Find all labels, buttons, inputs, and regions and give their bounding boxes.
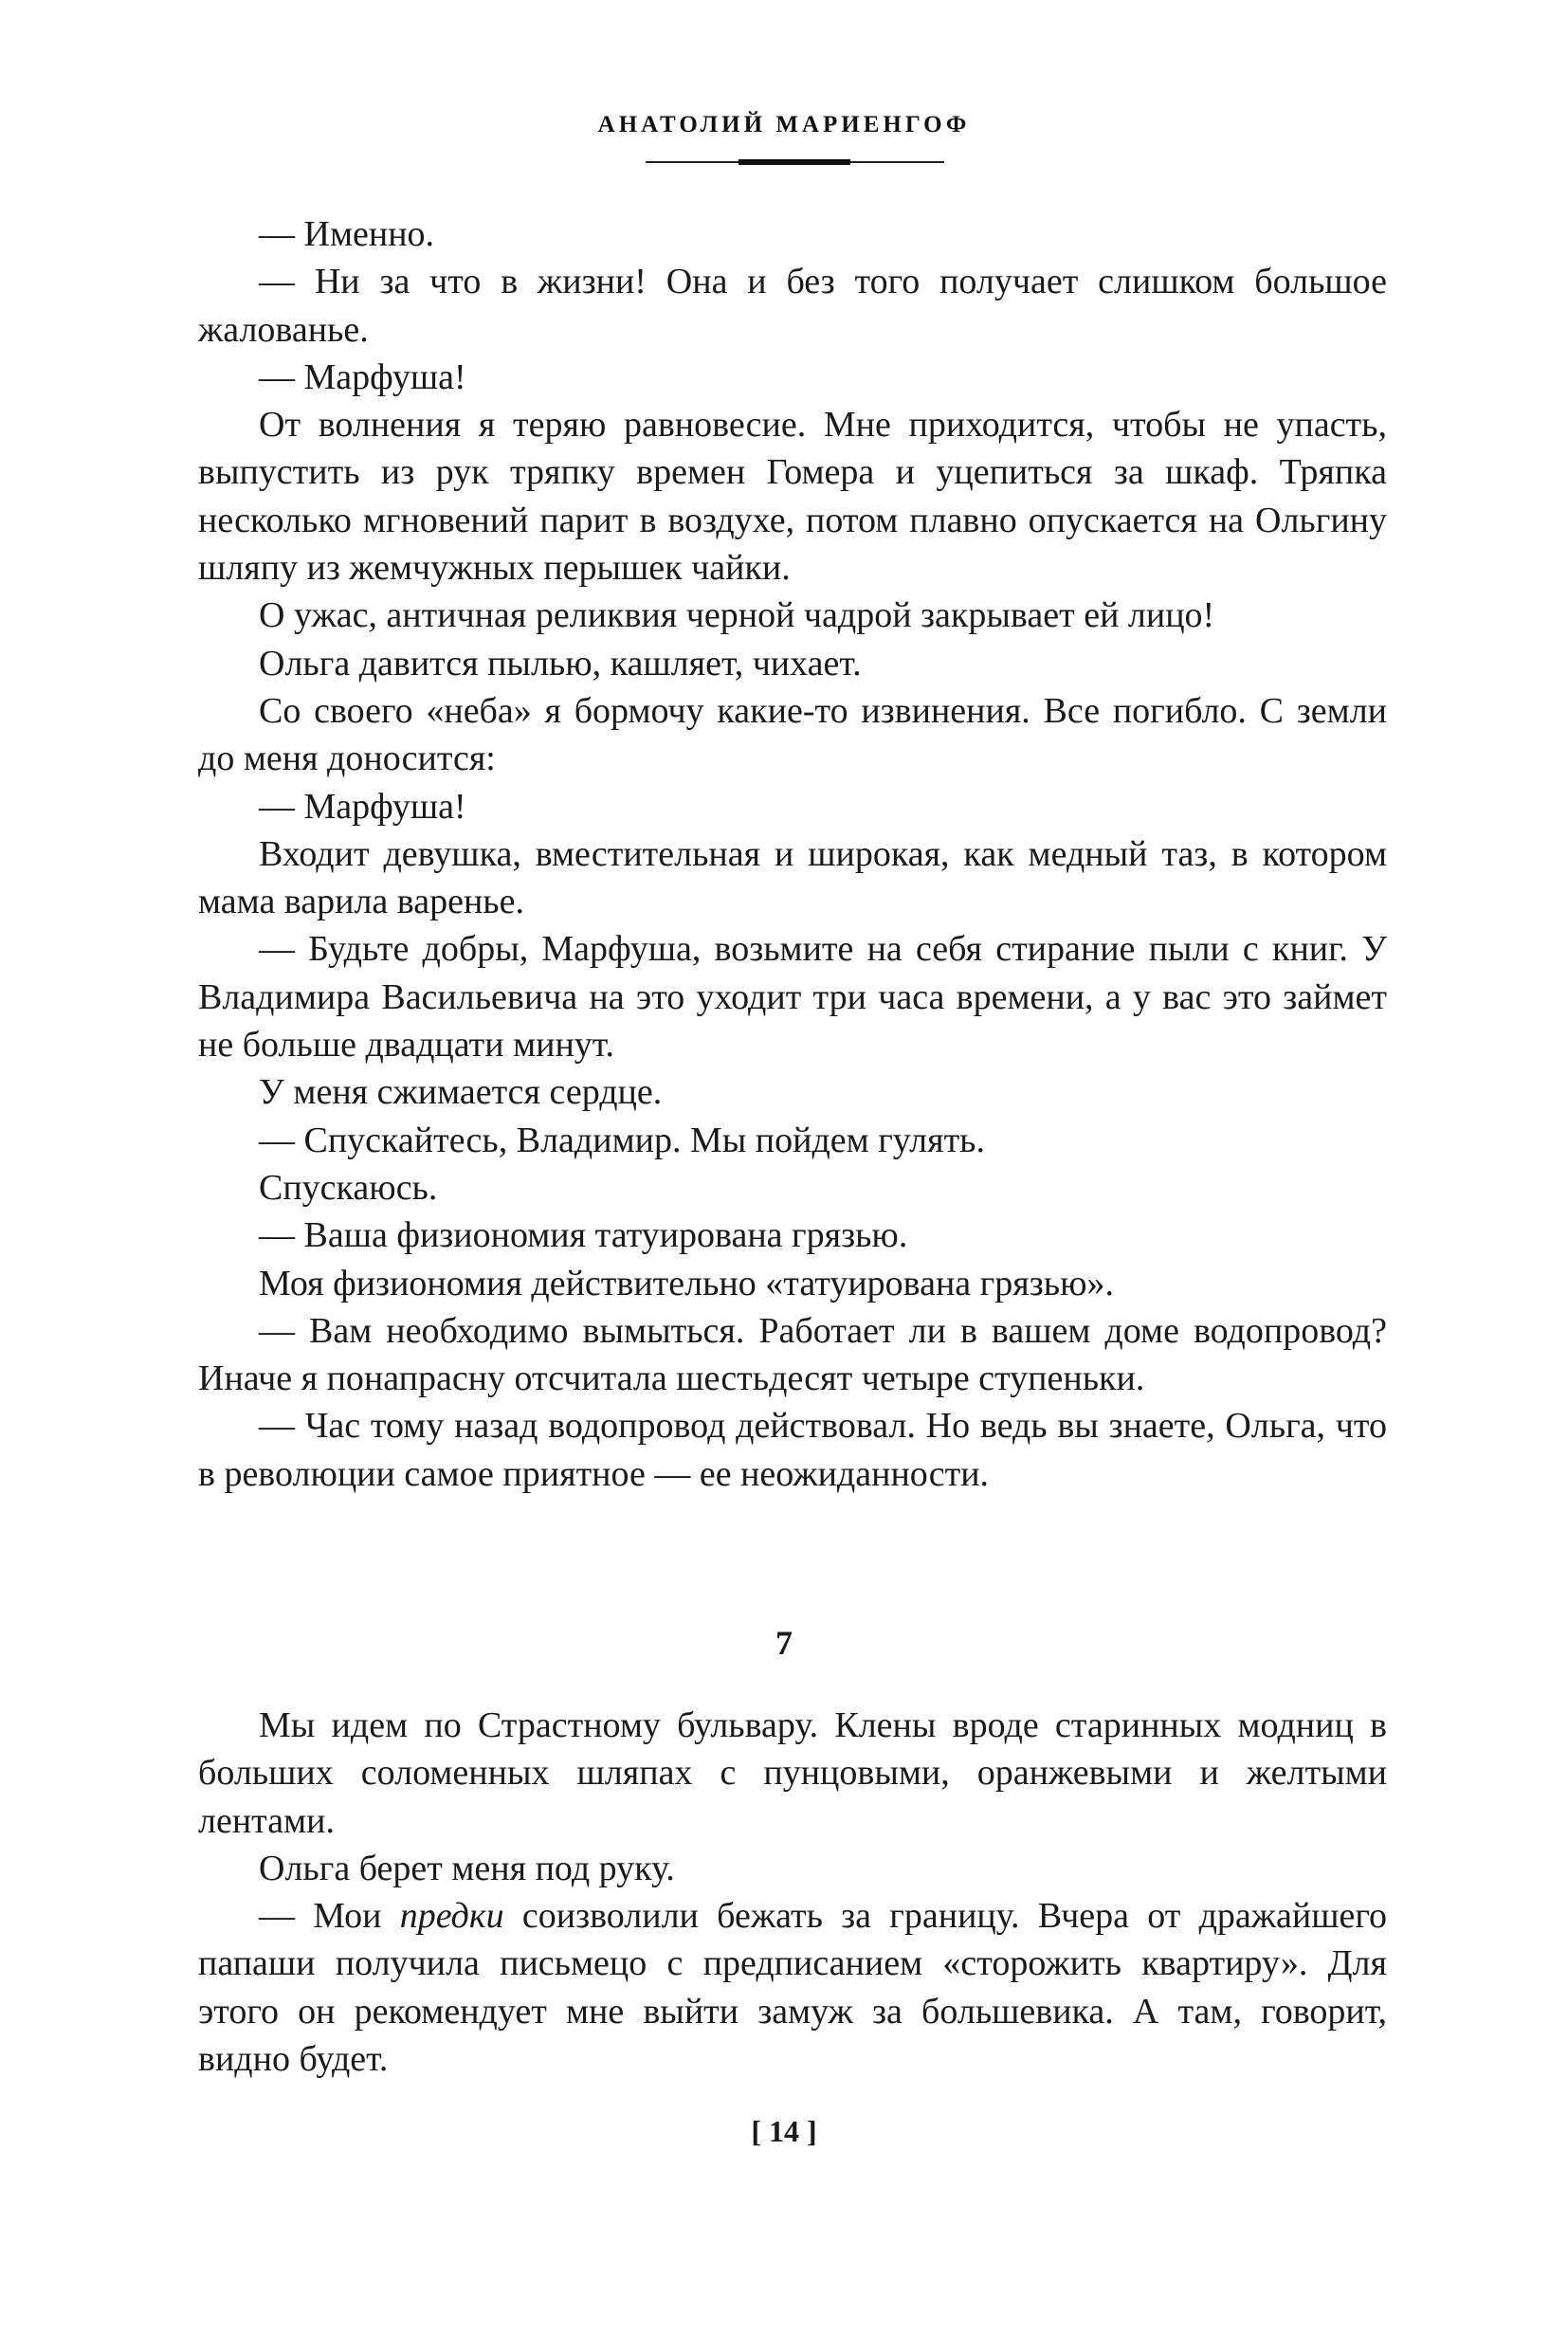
- paragraph: — Час тому назад водопровод действовал. Но ведь вы знаете, Ольга, что в революции самое приятное — ее неожиданности.: [198, 1406, 1387, 1494]
- paragraph: Ольга давится пылью, кашляет, чихает.: [259, 643, 862, 683]
- author-name: АНАТОЛИЙ МАРИЕНГОФ: [597, 112, 971, 137]
- running-header: [0, 112, 1568, 138]
- paragraph: [198, 1892, 1387, 2083]
- paragraph: Спускаюсь.: [259, 1167, 438, 1208]
- paragraph: — Именно.: [259, 214, 435, 254]
- paragraph: Мы идем по Страстному бульвару. Клены вроде старинных модниц в больших соломенных шляпах с пунцовыми, оранжевыми и желтыми лентами.: [198, 1705, 1387, 1841]
- paragraph: Ольга берет меня под руку.: [259, 1848, 675, 1888]
- page-number: [ 14 ]: [751, 2114, 817, 2148]
- dialogue-start: — Мои: [259, 1896, 400, 1937]
- chapter-number: 7: [775, 1624, 793, 1662]
- paragraph: О ужас, античная реликвия черной чадрой закрывает ей лицо!: [259, 595, 1215, 636]
- paragraph: — Марфуша!: [259, 356, 466, 397]
- paragraph: — Марфуша!: [259, 786, 466, 827]
- paragraph: От волнения я теряю равновесие. Мне приходится, чтобы не упасть, выпустить из рук тряпку времен Гомера и уцепиться за шкаф. Тряпка несколько мгновений парит в воздухе, потом плавно опускается на Ольгину шляпу из жемчужных перышек чайки.: [198, 405, 1387, 589]
- paragraph: Со своего «неба» я бормочу какие-то извинения. Все погибло. С земли до меня доносится:: [198, 690, 1387, 779]
- paragraph: Моя физиономия действительно «татуирована грязью».: [259, 1263, 1114, 1303]
- paragraph: — Спускайтесь, Владимир. Мы пойдем гулять.: [259, 1120, 986, 1160]
- dialogue-rest: соизволили бежать за границу. Вчера от дражайшего папаши получила письмецо с предписанием «сторожить квартиру». Для этого он рекомендует мне выйти замуж за большевика. А там, говорит, видно будет.: [198, 1896, 1387, 2080]
- paragraph: — Будьте добры, Марфуша, возьмите на себя стирание пыли с книг. У Владимира Васильевича на это уходит три часа времени, а у вас это займет не больше двадцати минут.: [198, 929, 1387, 1066]
- body-text-bottom: [198, 1702, 1387, 2083]
- paragraph: У меня сжимается сердце.: [259, 1072, 663, 1113]
- header-rule-ornament: [738, 159, 850, 165]
- paragraph: — Вам необходимо вымыться. Работает ли в вашем доме водопровод? Иначе я понапрасну отсчитала шестьдесят четыре ступеньки.: [198, 1310, 1387, 1399]
- paragraph: Входит девушка, вместительная и широкая, как медный таз, в котором мама варила варенье.: [198, 833, 1387, 922]
- paragraph: — Ваша физиономия татуирована грязью.: [259, 1215, 908, 1256]
- paragraph: — Ни за что в жизни! Она и без того получает слишком большое жалованье.: [198, 262, 1387, 350]
- body-text-top: [198, 210, 1387, 1498]
- italic-word: предки: [399, 1896, 504, 1937]
